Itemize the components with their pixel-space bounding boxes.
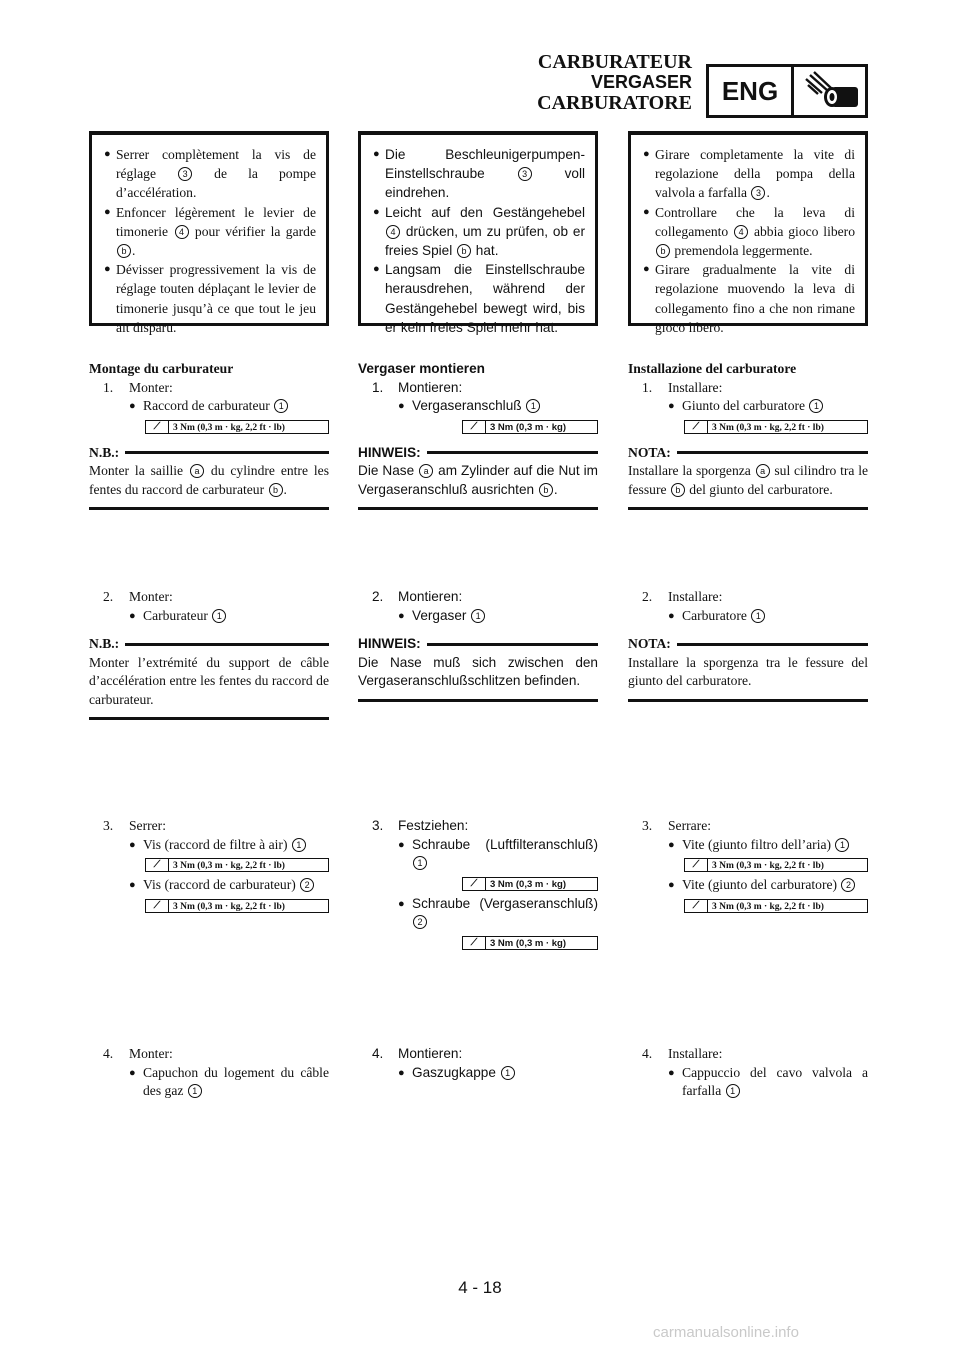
note-header [628,444,868,463]
step-label: Installare: [668,379,723,395]
ref-marker: 3 [518,167,532,181]
bullet-text: premendola leggermente. [671,243,813,259]
list-item: ● Enfoncer légèrement le levier de timonerie 4 pour vérifier la garde b . [104,204,316,259]
ref-marker: 1 [292,838,306,852]
step-number: 3. [103,818,114,833]
section-badge [706,64,868,118]
note-label: N.B.: [89,636,120,651]
torque-value: 3 Nm (0,3 m · kg, 2,2 ft · lb) [173,901,285,912]
ref-marker: b [269,483,283,497]
note-body: Monter l’extrémité du support de câble d’accélération entre les fentes du raccord de carburateur. [89,654,329,721]
carburetor-icon [794,67,865,115]
wrench-icon: ⟋ [685,900,708,912]
note-body [628,462,868,510]
ref-marker: 1 [274,399,288,413]
step-number: 1. [372,379,384,395]
step-label: Serrare: [668,818,712,833]
bullet-text: Die Beschleunigerpumpen-Einstellschraube [385,147,585,182]
ref-marker: b [457,244,471,258]
ref-marker: b [539,483,553,497]
item-text: Capuchon du logement du câble des gaz [143,1064,329,1098]
fr-step2: 2. Monter: ● Carburateur 1 N.B.: Monter l’extrémité du support de câble d’accélération entre les fentes du raccord de carburateur. [89,588,329,720]
ref-marker: 1 [751,609,765,623]
list-item: ● Controllare che la leva di collegamento 4 abbia gioco libero b premendola leggermente. [643,204,856,259]
section-title: Montage du carburateur [89,361,234,376]
torque-value: 3 Nm (0,3 m · kg) [490,421,567,433]
note-header [628,635,868,654]
header-title-fr: CARBURATEUR [537,51,692,73]
note-label: HINWEIS: [358,444,421,460]
bullet-text: abbia gioco libero [749,223,856,239]
note-text: du cylindre entre les fentes du raccord de carburateur [89,463,329,497]
section-title: Installazione del carburatore [628,361,797,376]
ref-marker: a [190,464,204,478]
ref-marker: 2 [413,915,427,929]
torque-value: 3 Nm (0,3 m · kg, 2,2 ft · lb) [173,861,285,871]
ref-marker: 1 [188,1084,202,1098]
item-text: Raccord de carburateur [143,398,274,413]
wrench-icon: ⟋ [463,937,486,949]
step-number: 4. [642,1046,653,1061]
step-label: Montieren: [398,589,463,604]
list-item: ● Langsam die Einstellschraube herausdrehen, während der Gestängehebel bewegt wird, bis er kein freies Spiel mehr hat. [373,260,585,337]
header-title-de: VERGASER [590,72,692,92]
watermark-footer[interactable]: carmanualsonline.info [653,1324,799,1341]
bullet-text: . [132,243,136,259]
note-body [358,462,598,510]
note-header [358,444,598,463]
item-text: Vergaseranschluß [412,398,526,413]
note-label: HINWEIS: [358,636,421,651]
ref-marker: 4 [175,225,189,239]
step-number: 2. [372,589,384,604]
note-label: N.B.: [89,444,120,460]
ref-marker: 1 [726,1084,740,1098]
box-fr [89,131,329,335]
wrench-icon: ⟋ [463,878,486,890]
bullet-text: Girare gradualmente la vite di regolazione muovendo la leva di collegamento fino a che non rimane gioco libero. [655,262,855,335]
ref-marker: 1 [501,1066,515,1080]
bullet-text: voll eindrehen. [385,166,585,201]
fr-step4: 4. Monter: ● Capuchon du logement du câble des gaz 1 [103,1046,329,1098]
list-item: ● Girare completamente la vite di regolazione della pompa della valvola a farfalla 3 . [643,147,855,201]
step-label: Monter: [129,1046,173,1061]
item-text: Vergaser [412,607,471,623]
item-text: Vite (giunto filtro dell’aria) [682,836,835,852]
note-header [358,635,598,654]
step-number: 4. [103,1046,114,1061]
item-text: Schraube (Luftfilteranschluß) [412,836,598,852]
torque-value: 3 Nm (0,3 m · kg) [490,878,567,890]
list-item: ● Serrer complètement la vis de réglage 3 de la pompe d’accélération. [104,147,316,201]
step-number: 3. [642,818,653,833]
wrench-icon: ⟋ [146,859,169,871]
torque-value: 3 Nm (0,3 m · kg, 2,2 ft · lb) [173,422,285,433]
step-number: 2. [103,589,114,604]
ref-marker: b [656,244,670,258]
bullet-text: drücken, um zu prüfen, ob er freies Spiel [385,223,585,259]
step-label: Monter: [129,379,173,395]
note-text: . [553,481,558,497]
step-label: Festziehen: [398,818,469,833]
it-step4: 4. Installare: ● Cappuccio del cavo valvola a farfalla 1 [642,1046,868,1098]
it-step1: Installazione del carburatore 1. Installare: ● Giunto del carburatore 1 ⟋ 3 Nm (0,3 m · kg, 2,2 ft · lb) NOTA: Installare la sporgenza a sul cilindro tra le fessure b del giunto del carburatore. [628,360,868,510]
wrench-icon: ⟋ [685,421,708,433]
torque-spec [145,899,329,913]
bullet-text: . [766,185,770,201]
list-item: ● Die Beschleunigerpumpen-Einstellschraube 3 voll eindrehen. [373,147,585,201]
note-body: Die Nase muß sich zwischen den Vergaseranschlußschlitzen befinden. [358,654,598,702]
item-text: Gaszugkappe [412,1064,500,1080]
wrench-icon: ⟋ [146,900,169,912]
bullet-text: Girare completamente la vite di regolazione della pompa della valvola a farfalla [655,147,855,201]
note-label: NOTA: [628,444,671,460]
box-it [628,131,868,335]
item-text: Vite (giunto del carburatore) [682,877,841,892]
bullet-text: pour vérifier la garde [189,223,316,239]
step-number: 1. [642,379,653,395]
ref-marker: 1 [413,856,427,870]
torque-value: 3 Nm (0,3 m · kg, 2,2 ft · lb) [712,861,824,871]
note-header [89,444,329,463]
torque-spec [462,877,598,891]
item-text: Giunto del carburatore [682,398,809,413]
page-number: 4 - 18 [458,1278,502,1297]
wrench-icon: ⟋ [685,859,708,871]
bullet-text: Controllare che la leva di collegamento [655,204,855,239]
de-step2: 2. Montieren: ● Vergaser 1 HINWEIS: Die Nase muß sich zwischen den Vergaseranschlußschlitzen befinden. [358,588,598,702]
step-label: Monter: [129,589,173,604]
ref-marker: 2 [841,878,855,892]
wrench-icon: ⟋ [146,421,169,433]
step-label: Montieren: [398,1046,463,1061]
box-de [358,131,598,335]
note-text: Monter la saillie [89,463,189,478]
de-step1: Vergaser montieren 1. Montieren: ● Vergaseranschluß 1 ⟋ 3 Nm (0,3 m · kg) HINWEIS: Die Nase a am Zylinder auf die Nut im Vergaseranschluß ausrichten b . [358,360,598,510]
bullet-text: hat. [472,243,499,259]
step-number: 4. [372,1046,384,1061]
note-label: NOTA: [628,636,671,651]
torque-spec [684,899,868,913]
bullet-text: de la pompe d’accélération. [116,166,316,201]
header-title-it: CARBURATORE [537,92,692,114]
torque-spec [684,858,868,872]
step-label: Installare: [668,589,723,604]
de-step3: 3. Festziehen: ● Schraube (Luftfilteranschluß) 1 ⟋ 3 Nm (0,3 m · kg) ● Schraube (Vergaseranschluß) 2 ⟋ 3 Nm (0,3 m · kg) [372,818,598,949]
item-text: Cappuccio del cavo valvola a farfalla [682,1064,868,1098]
list-item: ● Leicht auf den Gestängehebel 4 drücken, um zu prüfen, ob er freies Spiel b hat. [373,204,585,259]
bullet-text: Serrer complètement la vis de réglage [116,147,316,182]
ref-marker: 1 [835,838,849,852]
note-text: Die Nase [358,463,419,478]
item-text: Schraube (Vergaseranschluß) [412,895,598,911]
ref-marker: 1 [471,609,485,623]
ref-marker: 4 [386,225,400,239]
step-label: Serrer: [129,818,166,833]
ref-marker: a [756,464,770,478]
item-text: Carburateur [143,607,212,623]
section-title: Vergaser montieren [358,361,485,376]
step-number: 2. [642,589,653,604]
torque-spec [462,420,598,434]
bullet-text: Dévisser progressivement la vis de réglage touten déplaçant le levier de timonerie jusqu’à ce que tout le jeu ait disparu. [116,262,316,335]
wrench-icon: ⟋ [463,421,486,433]
lang-badge: ENG [709,67,794,115]
ref-marker: a [419,464,433,478]
list-item: ● Dévisser progressivement la vis de réglage touten déplaçant le levier de timonerie jusqu’à ce que tout le jeu ait disparu. [104,260,316,337]
torque-spec [684,420,868,434]
torque-value: 3 Nm (0,3 m · kg, 2,2 ft · lb) [712,901,824,912]
item-text: Vis (raccord de filtre à air) [143,836,291,852]
ref-marker: 1 [809,399,823,413]
it-step2: 2. Installare: ● Carburatore 1 NOTA: Installare la sporgenza tra le fessure del giunto del carburatore. [628,588,868,702]
bullet-text: Leicht auf den Gestängehebel [385,204,585,220]
ref-marker: 2 [300,878,314,892]
step-number: 1. [103,379,114,395]
note-text: am Zylinder auf die Nut im Vergaseranschluß ausrichten [358,463,598,497]
de-step4: 4. Montieren: ● Gaszugkappe 1 [358,1045,598,1082]
ref-marker: b [117,244,131,258]
note-text: del giunto del carburatore. [685,481,833,497]
note-text: sul cilindro tra le fessure [628,463,869,497]
step-label: Montieren: [398,379,463,395]
note-text: . [283,481,287,497]
ref-marker: 1 [526,399,540,413]
ref-marker: 4 [734,225,748,239]
fr-step3: 3. Serrer: ● Vis (raccord de filtre à air) 1 ⟋ 3 Nm (0,3 m · kg, 2,2 ft · lb) ● Vis (raccord de carburateur) 2 ⟋ 3 Nm (0,3 m · kg, 2,2 ft · lb) [89,817,329,917]
note-header [89,635,329,654]
fr-step1: Montage du carburateur 1. Monter: ● Raccord de carburateur 1 ⟋ 3 Nm (0,3 m · kg, 2,2 ft · lb) N.B.: Monter la saillie a du cylindre entre les fentes du raccord de carburateur b . [89,360,329,510]
item-text: Carburatore [682,607,751,623]
ref-marker: 3 [751,186,765,200]
bullet-text: Langsam die Einstellschraube herausdrehen, während der Gestängehebel bewegt wird, bis er kein freies Spiel mehr hat. [385,262,585,335]
ref-marker: b [671,483,685,497]
torque-value: 3 Nm (0,3 m · kg) [490,937,567,949]
step-number: 3. [372,818,384,833]
torque-value: 3 Nm (0,3 m · kg, 2,2 ft · lb) [712,422,824,433]
torque-spec [145,420,329,434]
ref-marker: 1 [212,609,226,623]
torque-spec [462,936,598,950]
item-text: Vis (raccord de carburateur) [143,877,300,892]
note-text: Installare la sporgenza [628,463,755,478]
ref-marker: 3 [178,167,192,181]
bullet-text: Enfoncer légèrement le levier de timonerie [116,204,316,239]
torque-spec [145,858,329,872]
it-step3: 3. Serrare: ● Vite (giunto filtro dell’aria) 1 ⟋ 3 Nm (0,3 m · kg, 2,2 ft · lb) ● Vite (giunto del carburatore) 2 ⟋ 3 Nm (0,3 m · kg, 2,2 ft · lb) [628,817,868,917]
note-body [89,462,329,510]
note-body: Installare la sporgenza tra le fessure del giunto del carburatore. [628,654,868,702]
step-label: Installare: [668,1046,723,1061]
list-item: ● Girare gradualmente la vite di regolazione muovendo la leva di collegamento fino a che non rimane gioco libero. [643,260,855,337]
